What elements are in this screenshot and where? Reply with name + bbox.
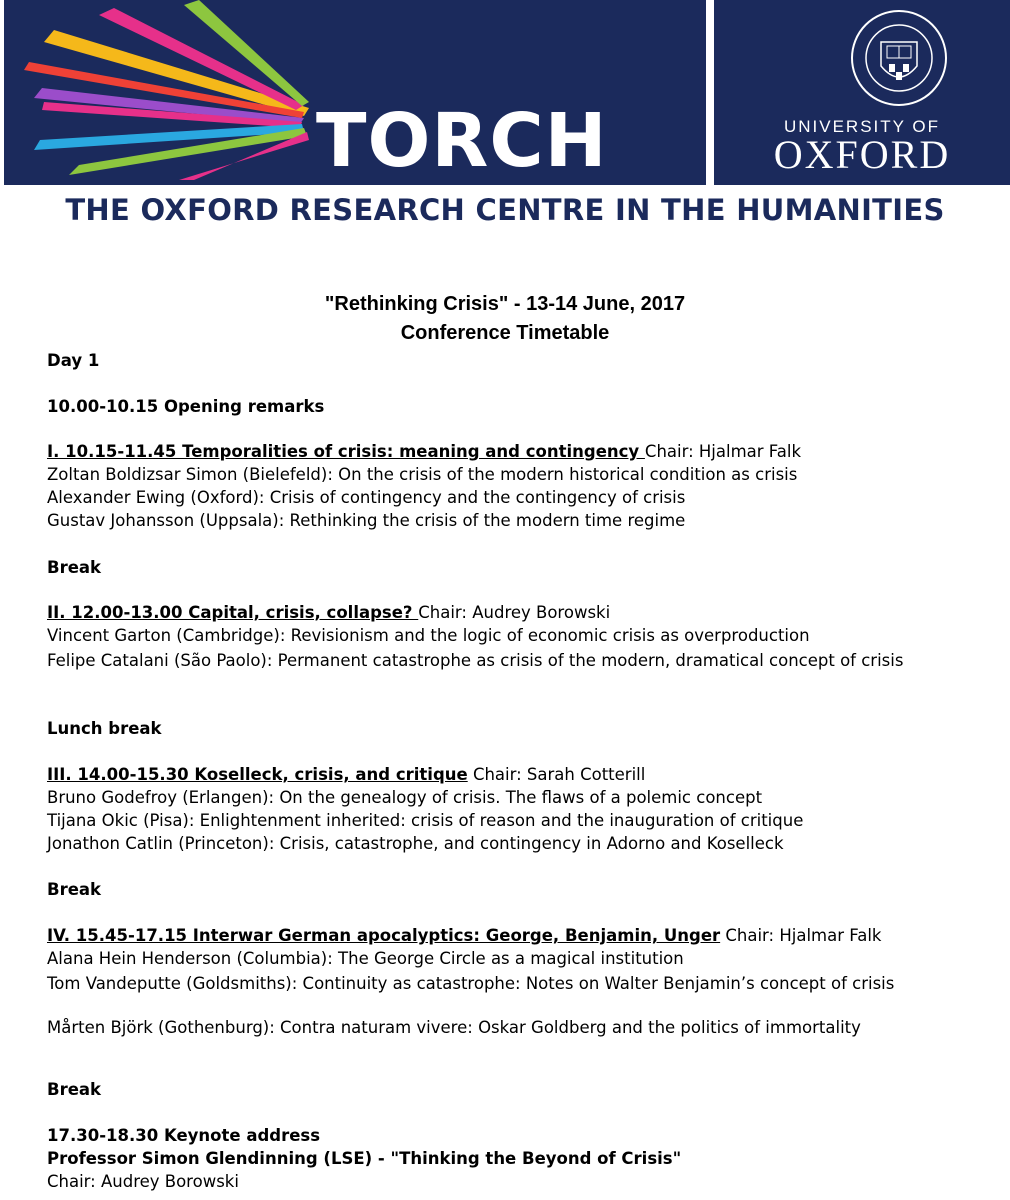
talk-item: Vincent Garton (Cambridge): Revisionism and the logic of economic crisis as overproduction	[47, 626, 810, 645]
oxford-banner	[714, 0, 1010, 185]
talk-item: Gustav Johansson (Uppsala): Rethinking the crisis of the modern time regime	[47, 511, 686, 530]
torch-banner	[4, 0, 706, 185]
keynote-speaker: Professor Simon Glendinning (LSE) - "Thinking the Beyond of Crisis"	[47, 1149, 682, 1168]
session-3-chair: Chair: Sarah Cotterill	[467, 765, 646, 784]
university-of-text: UNIVERSITY OF	[783, 117, 941, 136]
break-label: Break	[47, 558, 102, 577]
session-1-chair: Chair: Hjalmar Falk	[644, 442, 802, 461]
torch-logo-text: TORCH	[316, 98, 608, 184]
talk-item: Alana Hein Henderson (Columbia): The George Circle as a magical institution	[47, 949, 684, 968]
doc-subtitle: Conference Timetable	[400, 322, 610, 344]
session-4-title: IV. 15.45-17.15 Interwar German apocalyptics: George, Benjamin, Unger	[47, 926, 721, 945]
talk-item: Alexander Ewing (Oxford): Crisis of contingency and the contingency of crisis	[47, 488, 686, 507]
talk-item: Bruno Godefroy (Erlangen): On the genealogy of crisis. The flaws of a polemic concept	[47, 788, 763, 807]
keynote-time: 17.30-18.30 Keynote address	[47, 1126, 321, 1145]
talk-item: Mårten Björk (Gothenburg): Contra naturam vivere: Oskar Goldberg and the politics of immortality	[47, 1018, 861, 1037]
session-2-heading	[47, 603, 963, 623]
talk-item: Tom Vandeputte (Goldsmiths): Continuity as catastrophe: Notes on Walter Benjamin’s concept of crisis	[47, 974, 895, 993]
session-4-heading	[47, 926, 963, 946]
lunch-break-label: Lunch break	[47, 719, 162, 738]
keynote-chair: Chair: Audrey Borowski	[47, 1172, 239, 1191]
opening-remarks: 10.00-10.15 Opening remarks	[47, 397, 325, 416]
session-2-title: II. 12.00-13.00 Capital, crisis, collapse?	[47, 603, 419, 622]
centre-name: THE OXFORD RESEARCH CENTRE IN THE HUMANITIES	[65, 193, 945, 227]
talk-item: Felipe Catalani (São Paolo): Permanent catastrophe as crisis of the modern, dramatical concept of crisis	[47, 651, 904, 670]
break-label: Break	[47, 880, 102, 899]
session-1-title: I. 10.15-11.45 Temporalities of crisis: meaning and contingency	[47, 442, 645, 461]
session-2-chair: Chair: Audrey Borowski	[418, 603, 611, 622]
talk-item: Tijana Okic (Pisa): Enlightenment inherited: crisis of reason and the inauguration of critique	[47, 811, 804, 830]
oxford-text: OXFORD	[773, 132, 951, 177]
day-heading: Day 1	[47, 351, 100, 370]
session-3-heading	[47, 765, 963, 785]
session-3-title: III. 14.00-15.30 Koselleck, crisis, and critique	[47, 765, 468, 784]
session-4-chair: Chair: Hjalmar Falk	[720, 926, 882, 945]
doc-title: "Rethinking Crisis" - 13-14 June, 2017	[324, 293, 686, 315]
talk-item: Zoltan Boldizsar Simon (Bielefeld): On the crisis of the modern historical condition as crisis	[47, 465, 798, 484]
break-label: Break	[47, 1080, 102, 1099]
oxford-crest-icon	[849, 8, 949, 108]
talk-item: Jonathon Catlin (Princeton): Crisis, catastrophe, and contingency in Adorno and Koselleck	[47, 834, 784, 853]
session-1-heading	[47, 442, 963, 462]
